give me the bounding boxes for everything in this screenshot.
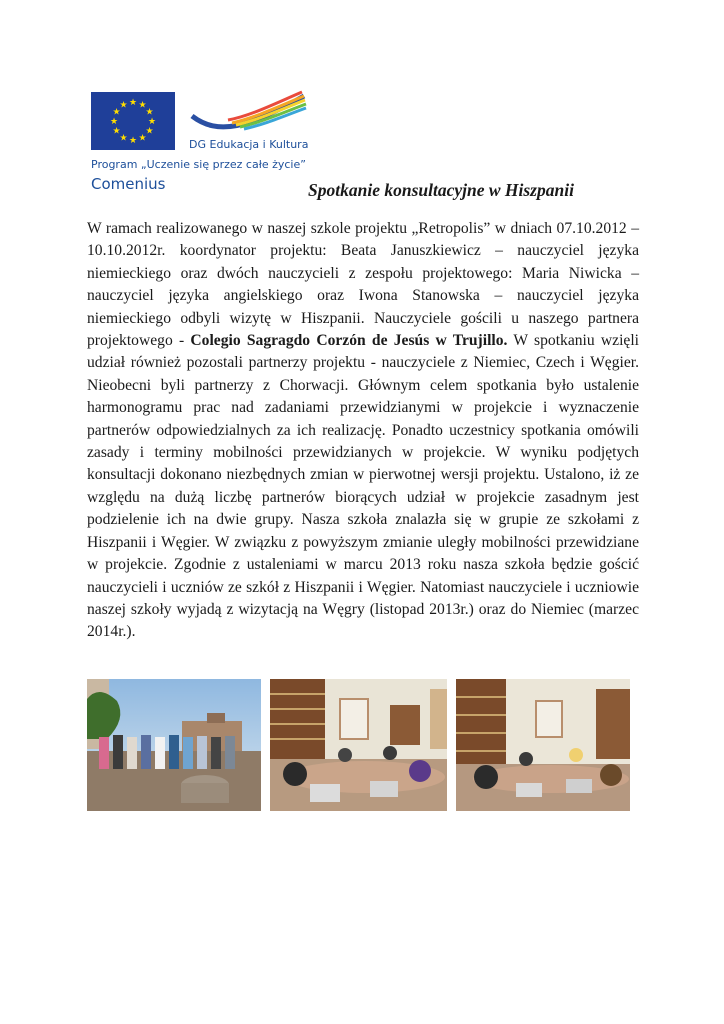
svg-text:★: ★ [138,133,147,144]
partner-school-name: Colegio Sagragdo Corzón de Jesús w Trujillo. [190,332,508,350]
dg-label: DG Edukacja i Kultura [189,138,309,151]
program-label: Program „Uczenie się przez całe życie” [91,158,306,171]
svg-text:★: ★ [112,107,121,118]
article-body [87,218,639,644]
svg-text:★: ★ [128,136,138,146]
page-title: Spotkanie konsultacyjne w Hiszpanii [308,180,574,200]
svg-text:★: ★ [145,107,154,118]
svg-text:★: ★ [128,98,138,108]
eu-flag-icon [91,92,175,150]
comenius-label: Comenius [91,175,166,193]
program-logo [88,90,318,200]
svg-text:★: ★ [119,100,128,111]
photo-meeting-library-1 [270,679,447,811]
svg-text:★: ★ [112,126,121,137]
svg-text:★: ★ [119,133,128,144]
comenius-swoosh-icon [188,90,308,138]
photo-group-outdoor [87,679,261,811]
svg-text:★: ★ [138,100,147,111]
svg-text:★: ★ [109,117,119,127]
svg-text:★: ★ [145,126,154,137]
article-text-part-2: W spotkaniu wzięli udział również pozostali partnerzy projektu - nauczyciele z Niemiec, Czech i Węgier. Nieobecni byli partnerzy z Chorwacji. Głównym celem spotkania było ustalenie harmonogramu prac nad zadaniami przewidzianymi w projekcie i wyznaczenie partnerów odpowiedzialnych za ich realizację. Ponadto uczestnicy spotkania omówili zasady i terminy mobilności przewidzianych w projekcie. W wyniku podjętych konsultacji dokonano niezbędnych zmian w pierwotnej wersji projektu. Ustalono, iż ze względu na dużą liczbę partnerów biorących udział w projekcie zasadnym jest podzielenie ich na dwie grupy. Nasza szkoła znalazła się w grupie ze szkołami z Hiszpanii i Węgier. W związku z powyższym zmianie uległy mobilności przewidziane w projekcie. Zgodnie z ustaleniami w marcu 2013 roku nasza szkoła będzie gościć nauczycieli i uczniów ze szkół z Hiszpanii i Węgier. Natomiast nauczyciele i uczniowie naszej szkoły wyjadą z wizytacją na Węgry (listopad 2013r.) oraz do Niemiec (marzec 2014r.). [87,332,640,641]
photo-meeting-library-2 [456,679,630,811]
article-text-part-1: W ramach realizowanego w naszej szkole projektu „Retropolis” w dniach 07.10.2012 – 10.10.2012r. koordynator projektu: Beata Januszkiewicz – nauczyciel języka niemieckiego oraz dwóch nauczycieli z zespołu projektowego: Maria Niwicka – nauczyciel języka angielskiego oraz Iwona Stanowska – nauczyciel języka niemieckiego odbyli wizytę w Hiszpanii. Nauczyciele gościli u naszego partnera projektowego - [87,220,639,350]
svg-text:★: ★ [147,117,157,127]
